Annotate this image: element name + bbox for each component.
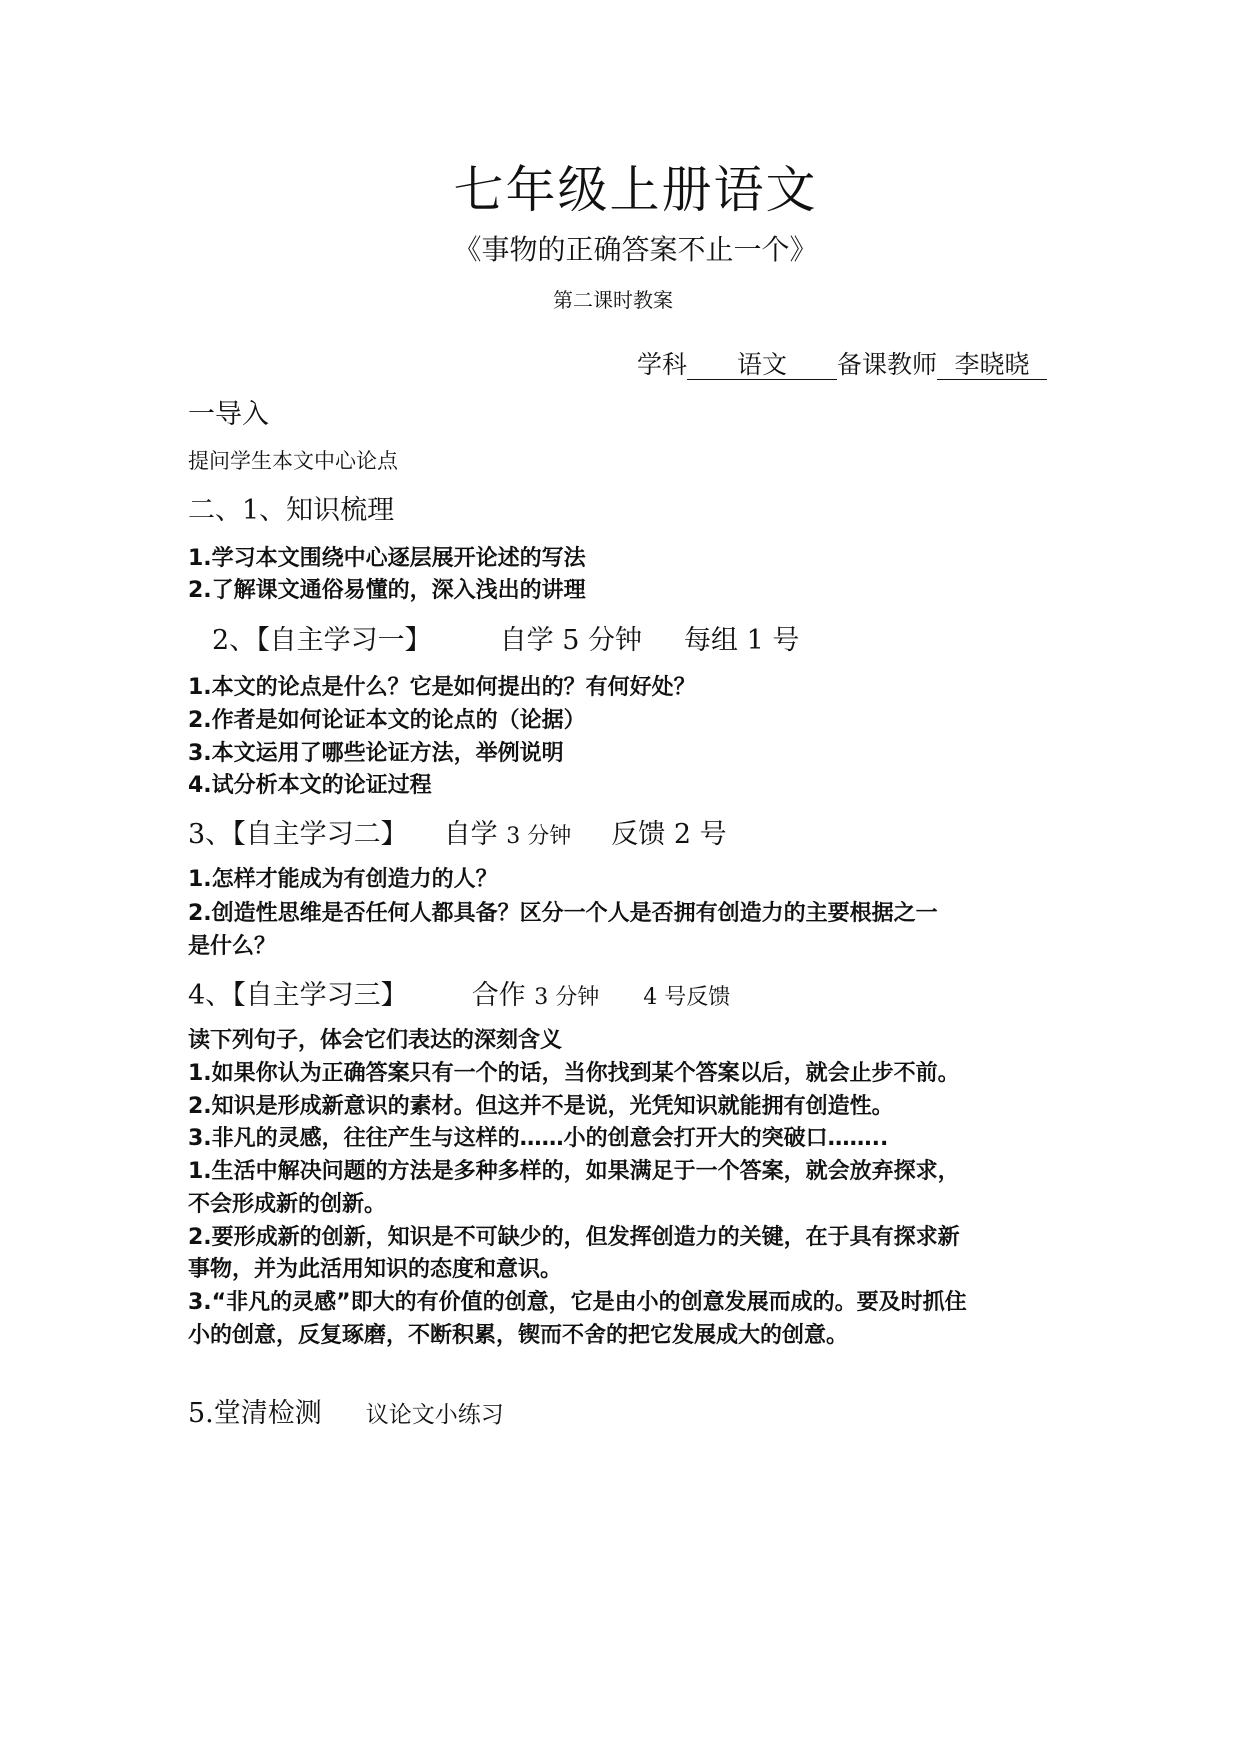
self-study-2-question: 是什么？ bbox=[188, 934, 277, 959]
self-study-1-group: 每组 1 号 bbox=[684, 625, 800, 656]
self-study-2-time-a: 自学 bbox=[443, 819, 498, 850]
document-title: 七年级上册语文 bbox=[453, 161, 818, 219]
self-study-3-answer: 2.要形成新的创新，知识是不可缺少的，但发挥创造力的关键，在于具有探求新 bbox=[188, 1225, 960, 1250]
subject-label: 学科 bbox=[637, 350, 688, 379]
section-intro-heading: 一导入 bbox=[188, 399, 269, 430]
self-study-2-label: 【自主学习二】 bbox=[232, 819, 408, 850]
section-intro-text: 提问学生本文中心论点 bbox=[188, 449, 398, 473]
self-study-3-answer: 1.生活中解决问题的方法是多种多样的，如果满足于一个答案，就会放弃探求， bbox=[188, 1159, 960, 1184]
self-study-2-feedback-a: 反馈 bbox=[611, 819, 666, 850]
self-study-2-heading bbox=[188, 812, 727, 851]
self-study-3-sentence: 2.知识是形成新意识的素材。但这并不是说，光凭知识就能拥有创造性。 bbox=[188, 1094, 894, 1119]
self-study-3-heading bbox=[188, 973, 730, 1012]
self-study-3-feedback: 4 号反馈 bbox=[643, 985, 731, 1010]
meta-line bbox=[637, 345, 1047, 381]
self-study-1-number: 2、 bbox=[212, 625, 257, 656]
self-study-1-time: 自学 5 分钟 bbox=[499, 625, 643, 656]
self-study-2-time-b: 3 分钟 bbox=[506, 824, 572, 849]
self-study-1-question: 2.作者是如何论证本文的论点的（论据） bbox=[188, 708, 586, 733]
section-knowledge-heading: 二、1、知识梳理 bbox=[188, 495, 395, 526]
self-study-3-number: 4、 bbox=[188, 980, 233, 1011]
self-study-3-sentence: 3.非凡的灵感，往往产生与这样的……小的创意会打开大的突破口…….. bbox=[188, 1126, 889, 1151]
knowledge-item: 2.了解课文通俗易懂的，深入浅出的讲理 bbox=[188, 578, 586, 603]
self-study-1-question: 1.本文的论点是什么？它是如何提出的？有何好处？ bbox=[188, 675, 696, 700]
self-study-2-question: 2.创造性思维是否任何人都具备？区分一个人是否拥有创造力的主要根据之一 bbox=[188, 901, 938, 926]
self-study-3-intro: 读下列句子，体会它们表达的深刻含义 bbox=[188, 1028, 563, 1053]
lesson-label: 第二课时教案 bbox=[553, 288, 673, 312]
self-study-2-question: 1.怎样才能成为有创造力的人？ bbox=[188, 867, 498, 892]
self-study-1-heading bbox=[212, 618, 799, 657]
knowledge-item: 1.学习本文围绕中心逐层展开论述的写法 bbox=[188, 546, 586, 571]
self-study-1-label: 【自主学习一】 bbox=[256, 625, 432, 656]
self-study-3-sentence: 1.如果你认为正确答案只有一个的话，当你找到某个答案以后，就会止步不前。 bbox=[188, 1061, 960, 1086]
self-study-2-feedback-b: 2 号 bbox=[673, 819, 727, 850]
self-study-1-question: 3.本文运用了哪些论证方法，举例说明 bbox=[188, 741, 564, 766]
check-section-heading bbox=[188, 1391, 504, 1430]
self-study-2-number: 3、 bbox=[188, 819, 233, 850]
self-study-3-answer: 不会形成新的创新。 bbox=[188, 1192, 387, 1217]
self-study-3-answer: 事物，并为此活用知识的态度和意识。 bbox=[188, 1257, 563, 1282]
check-task: 议论文小练习 bbox=[365, 1402, 504, 1428]
teacher-label: 备课教师 bbox=[837, 350, 938, 379]
self-study-3-time-a: 合作 bbox=[471, 980, 526, 1011]
self-study-3-label: 【自主学习三】 bbox=[232, 980, 408, 1011]
self-study-3-time-b: 3 分钟 bbox=[534, 985, 600, 1010]
subject-value: 语文 bbox=[687, 351, 837, 380]
document-subtitle: 《事物的正确答案不止一个》 bbox=[453, 233, 818, 266]
self-study-3-answer: 小的创意，反复琢磨，不断积累，锲而不舍的把它发展成大的创意。 bbox=[188, 1323, 849, 1348]
self-study-3-answer: 3.“非凡的灵感”即大的有价值的创意，它是由小的创意发展而成的。要及时抓住 bbox=[188, 1290, 967, 1315]
self-study-1-question: 4.试分析本文的论证过程 bbox=[188, 773, 432, 798]
check-heading: 5.堂清检测 bbox=[188, 1398, 322, 1429]
teacher-value: 李晓晓 bbox=[937, 351, 1047, 380]
